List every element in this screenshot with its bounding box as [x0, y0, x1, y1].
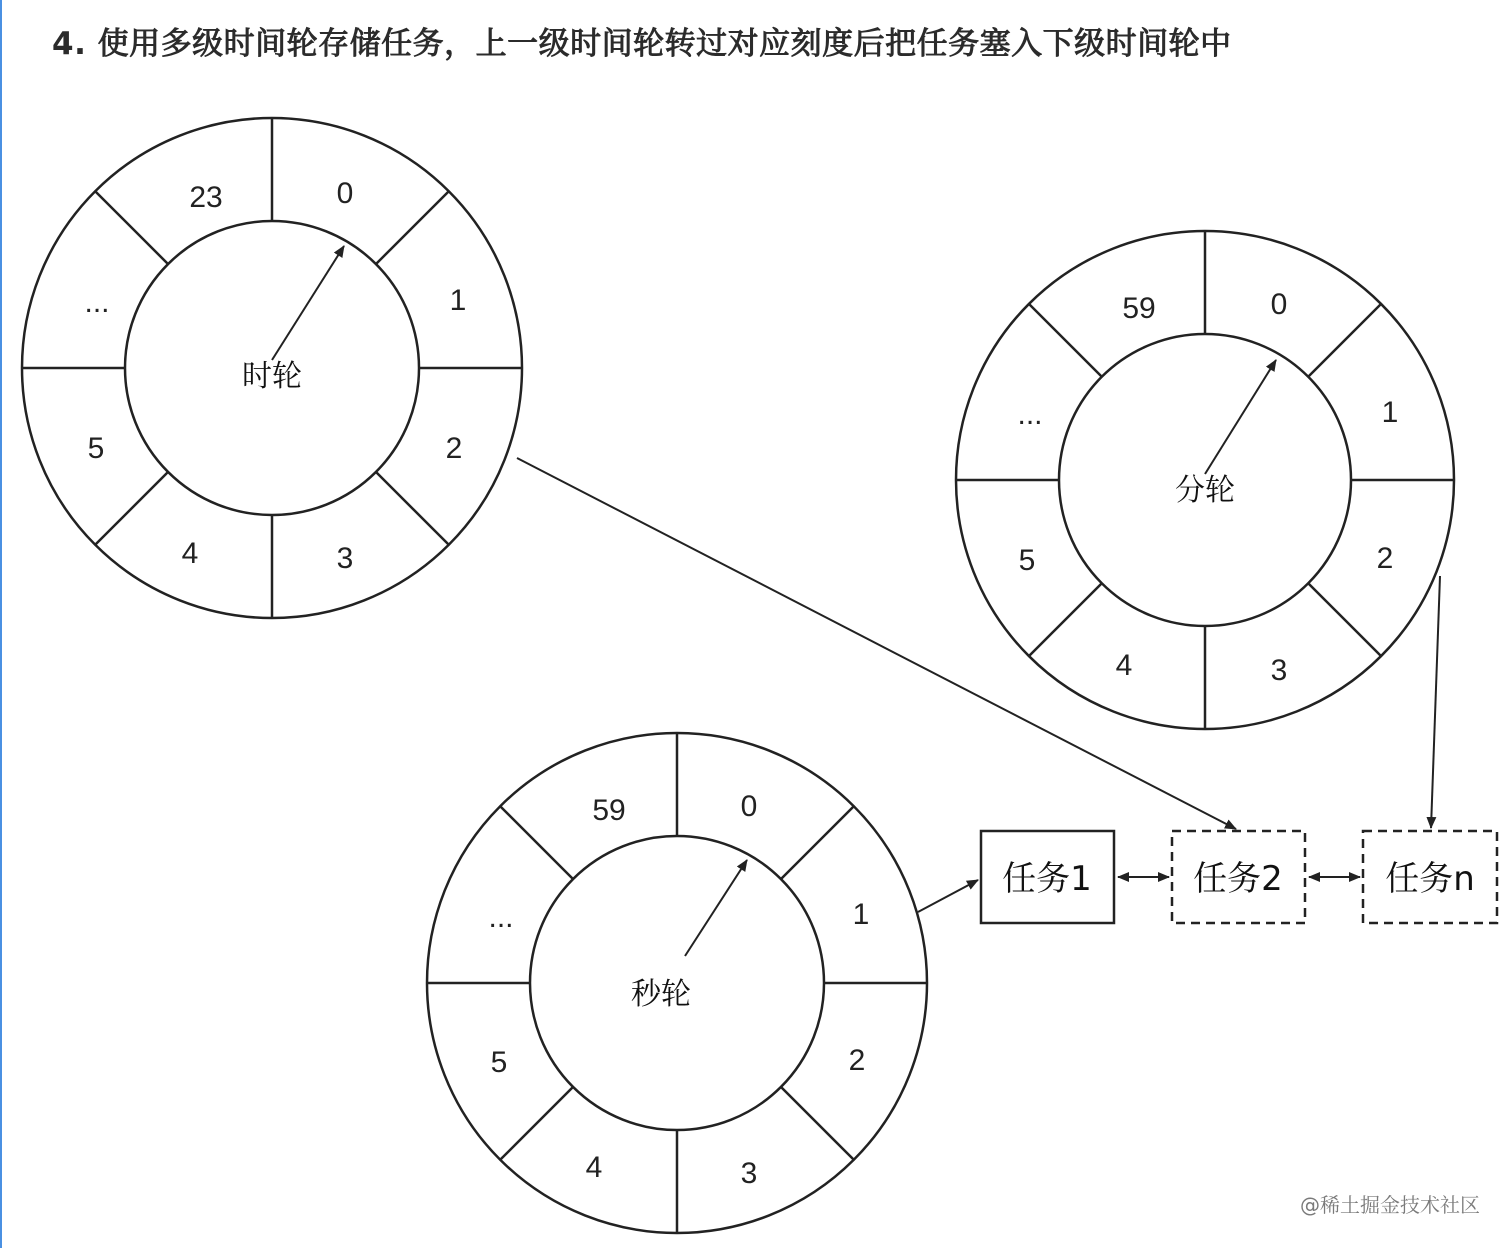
minute-slot-5: 5	[1018, 544, 1036, 577]
minute-slot-divider	[1308, 583, 1381, 656]
hour-slot-1: 1	[449, 284, 467, 317]
minute-slot-1: 1	[1381, 396, 1399, 429]
minute-wheel-pointer	[1205, 360, 1276, 474]
diagram-heading: 4. 使用多级时间轮存储任务，上一级时间轮转过对应刻度后把任务塞入下级时间轮中	[52, 26, 1232, 62]
second-slot-5: 5	[490, 1046, 508, 1079]
second-slot-divider	[781, 1087, 854, 1160]
arrow-hour-slot2-to-task2	[517, 458, 1236, 829]
arrow-minute-slot2-to-taskn	[1431, 576, 1440, 828]
second-slot-0: 0	[740, 790, 758, 823]
minute-slot-0: 0	[1270, 288, 1288, 321]
minute-slot-3: 3	[1270, 654, 1288, 687]
minute-slot-4: 4	[1115, 649, 1133, 682]
watermark: @稀土掘金技术社区	[1300, 1193, 1480, 1217]
hour-slot-23: 23	[189, 181, 223, 214]
hour-wheel-pointer	[272, 246, 344, 360]
hour-slot-divider	[95, 191, 168, 264]
hour-slot-5: 5	[87, 432, 105, 465]
second-slot-59: 59	[592, 794, 626, 827]
hour-slot-4: 4	[181, 537, 199, 570]
task-label-n: 任务n	[1385, 859, 1475, 899]
hour-slot-divider	[376, 191, 449, 264]
second-slot-3: 3	[740, 1157, 758, 1190]
second-slot-divider	[500, 1087, 573, 1160]
minute-slot-ellipsis: ...	[1017, 398, 1043, 431]
second-wheel-pointer	[685, 860, 747, 956]
second-slot-ellipsis: ...	[488, 901, 514, 934]
hour-wheel-label: 时轮	[242, 359, 302, 394]
second-wheel-label: 秒轮	[631, 977, 691, 1012]
minute-slot-divider	[1029, 304, 1102, 377]
hour-wheel	[22, 118, 522, 618]
minute-wheel-label: 分轮	[1175, 473, 1235, 508]
arrow-second-slot1-to-task1	[918, 880, 978, 912]
hour-slot-3: 3	[336, 542, 354, 575]
minute-slot-59: 59	[1122, 292, 1156, 325]
second-slot-1: 1	[852, 898, 870, 931]
minute-slot-divider	[1029, 583, 1102, 656]
task-list	[981, 831, 1497, 923]
task-label-2: 任务2	[1193, 859, 1283, 899]
second-slot-4: 4	[585, 1151, 603, 1184]
task-label-1: 任务1	[1002, 859, 1092, 899]
minute-slot-divider	[1308, 304, 1381, 377]
minute-slot-2: 2	[1376, 542, 1394, 575]
second-slot-divider	[500, 806, 573, 879]
hour-slot-divider	[95, 472, 168, 545]
minute-wheel	[956, 231, 1454, 729]
second-slot-2: 2	[848, 1044, 866, 1077]
hour-slot-2: 2	[445, 432, 463, 465]
hour-slot-0: 0	[336, 177, 354, 210]
hour-slot-ellipsis: ...	[84, 286, 110, 319]
second-wheel	[427, 733, 927, 1233]
second-slot-divider	[781, 806, 854, 879]
hour-slot-divider	[376, 472, 449, 545]
